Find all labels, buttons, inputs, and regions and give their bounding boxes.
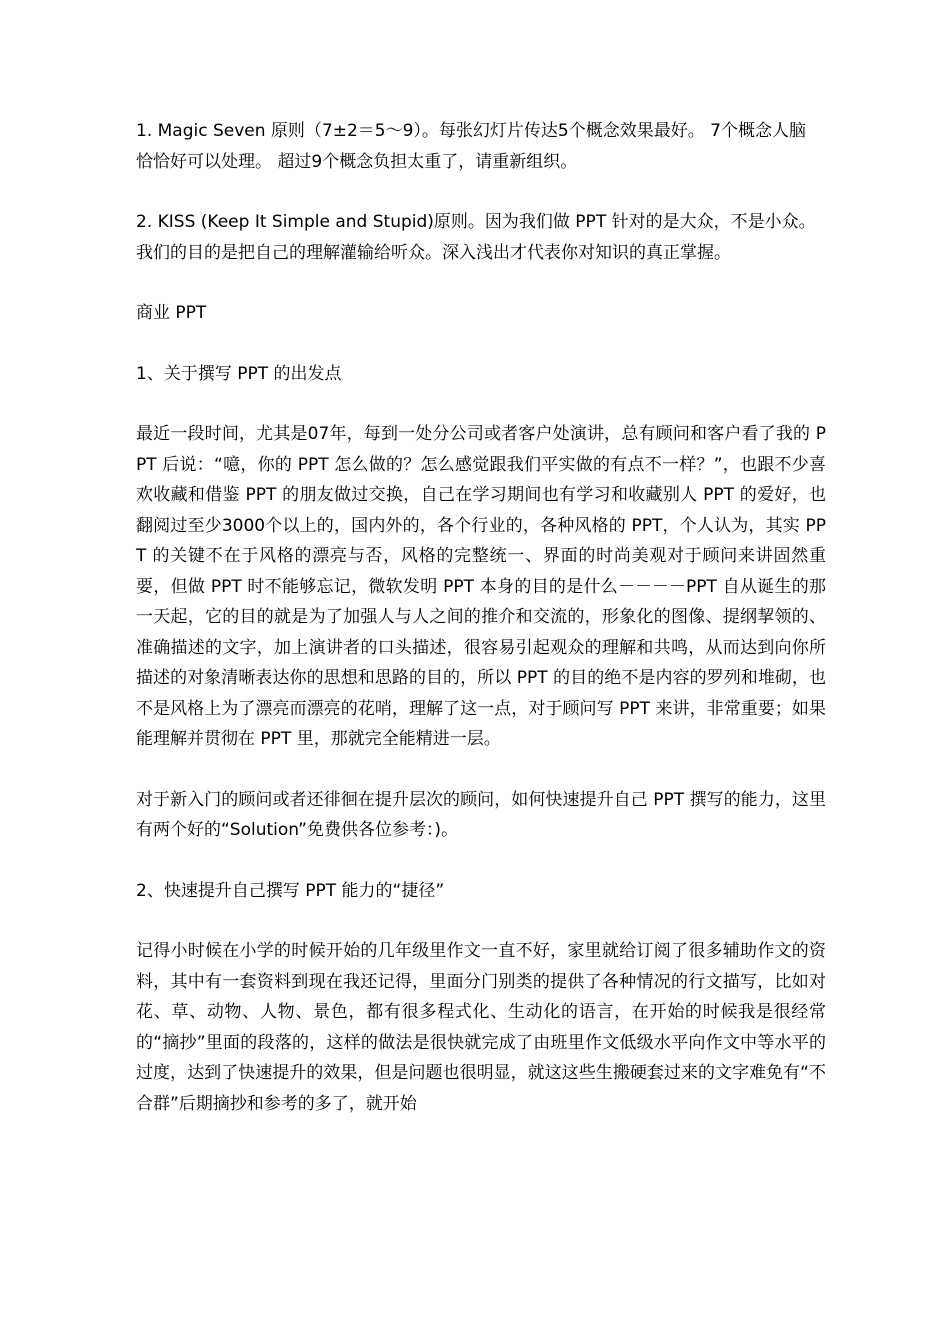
heading-section-1: 1、关于撰写 PPT 的出发点	[136, 363, 342, 384]
paragraph-childhood-writing: 记得小时候在小学的时候开始的几年级里作文一直不好，家里就给订阅了很多辅助作文的资料，其中有一套资料到现在我还记得，里面分门别类的提供了各种情况的行文描写，比如对花、草、动物、人物、景色，都有很多程式化、生动化的语言，在开始的时候我是很经常的“摘抄”里面的段落的，这样的做法是很快就完成了由班里作文低级水平向作文中等水平的过度，达到了快速提升的效果，但是问题也很明显，就这这些生搬硬套过来的文字难免有“不合群”后期摘抄和参考的多了，就开始	[136, 941, 826, 1114]
document-body	[136, 116, 826, 1119]
principle-kiss-line-1: 2. KISS (Keep It Simple and Stupid)原则。因为我们做 PPT 针对的是大众，不是小众。	[136, 212, 816, 232]
paragraph-solution-intro: 对于新入门的顾问或者还徘徊在提升层次的顾问，如何快速提升自己 PPT 撰写的能力，这里有两个好的“Solution”免费供各位参考：)。	[136, 789, 826, 840]
heading-section-2: 2、快速提升自己撰写 PPT 能力的“捷径”	[136, 880, 445, 901]
principle-magic-seven	[136, 116, 826, 177]
paragraph-gap	[136, 177, 826, 207]
paragraph-gap	[136, 329, 826, 359]
paragraph-gap	[136, 389, 826, 419]
principle-magic-seven-line-2: 恰恰好可以处理。 超过9个概念负担太重了，请重新组织。	[136, 151, 578, 172]
heading-business-ppt: 商业 PPT	[136, 303, 207, 323]
paragraph-ppt-purpose: 最近一段时间，尤其是07年，每到一处分公司或者客户处演讲，总有顾问和客户看了我的 PPT 后说：“噫，你的 PPT 怎么做的？怎么感觉跟我们平实做的有点不一样？”，也跟不少喜欢收藏和借鉴 PPT 的朋友做过交换，自己在学习期间也有学习和收藏别人 PPT 的爱好，也翻阅过至少3000个以上的，国内外的，各个行业的，各种风格的 PPT，个人认为，其实 PPT 的关键不在于风格的漂亮与否，风格的完整统一、界面的时尚美观对于顾问来讲固然重要，但做 PPT 时不能够忘记，微软发明 PPT 本身的目的是什么－－－－PPT 自从诞生的那一天起，它的目的就是为了加强人与人之间的推介和交流的，形象化的图像、提纲挈领的、准确描述的文字，加上演讲者的口头描述，很容易引起观众的理解和共鸣，从而达到向你所描述的对象清晰表达你的思想和思路的目的，所以 PPT 的目的绝不是内容的罗列和堆砌，也不是风格上为了漂亮而漂亮的花哨，理解了这一点，对于顾问写 PPT 来讲，非常重要；如果能理解并贯彻在 PPT 里，那就完全能精进一层。	[136, 424, 826, 749]
paragraph-gap	[136, 268, 826, 298]
paragraph-gap	[136, 846, 826, 876]
paragraph-gap	[136, 906, 826, 936]
principle-kiss-line-2: 我们的目的是把自己的理解灌输给听众。深入浅出才代表你对知识的真正掌握。	[136, 242, 731, 263]
principle-magic-seven-line-1: 1. Magic Seven 原则（7±2＝5～9）。每张幻灯片传达5个概念效果最好。 7个概念人脑	[136, 121, 806, 141]
principle-kiss	[136, 207, 826, 268]
paragraph-gap	[136, 755, 826, 785]
